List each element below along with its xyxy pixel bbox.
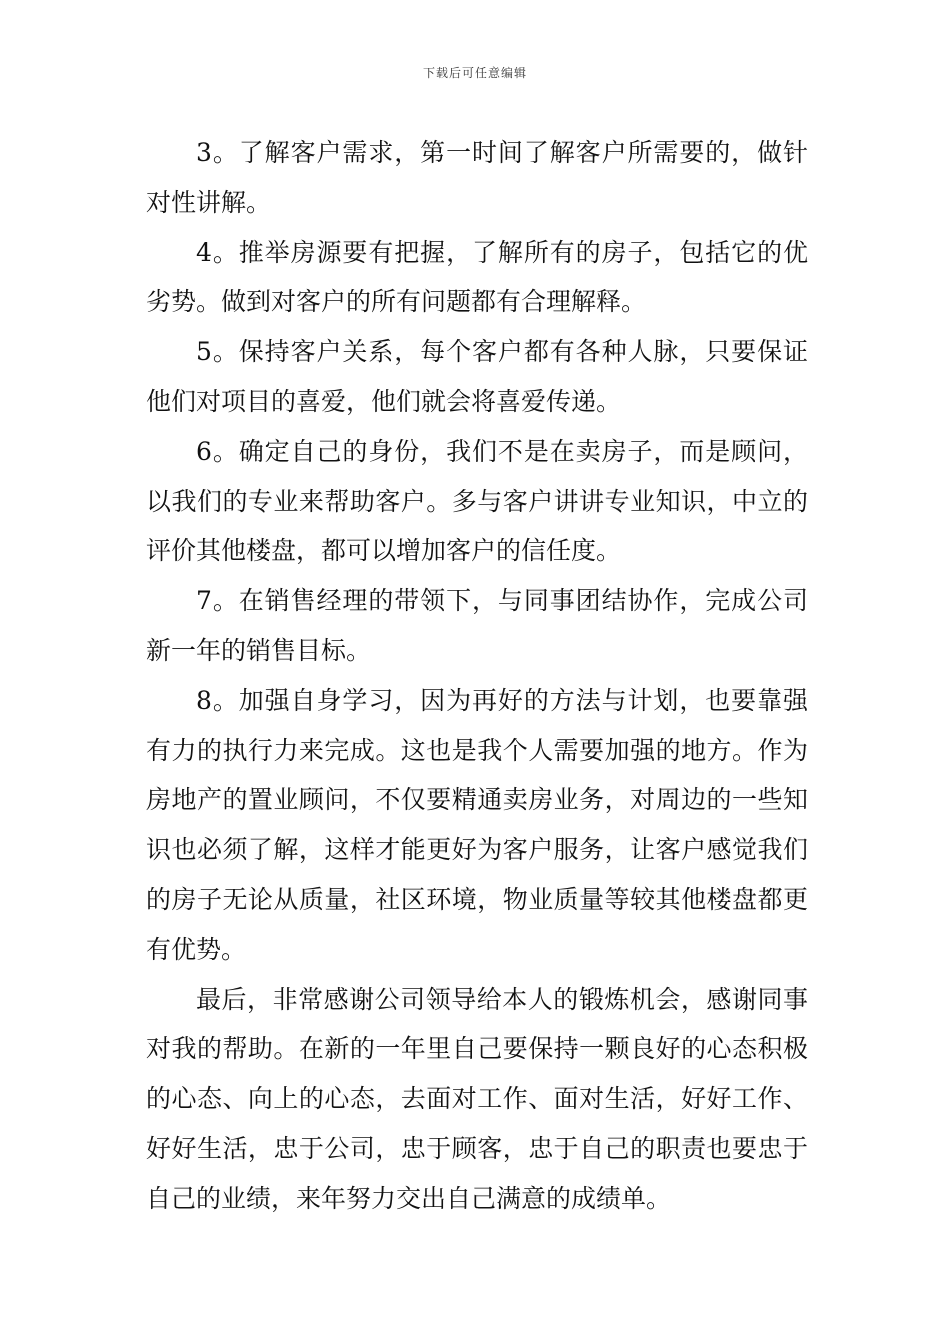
paragraph-item-8: 8。加强自身学习，因为再好的方法与计划，也要靠强有力的执行力来完成。这也是我个人需要加强的地方。作为房地产的置业顾问，不仅要精通卖房业务，对周边的一些知识也必须了解，这样才能更好为客户服务，让客户感觉我们的房子无论从质量，社区环境，物业质量等较其他楼盘都更有优势。: [146, 685, 808, 964]
document-body: [146, 128, 808, 1224]
paragraph-closing: 最后，非常感谢公司领导给本人的锻炼机会，感谢同事对我的帮助。在新的一年里自己要保持一颗良好的心态积极的心态、向上的心态，去面对工作、面对生活，好好工作、好好生活，忠于公司，忠于顾客，忠于自己的职责也要忠于自己的业绩，来年努力交出自己满意的成绩单。: [146, 984, 808, 1213]
paragraph-item-3: 3。了解客户需求，第一时间了解客户所需要的，做针对性讲解。: [146, 138, 808, 217]
page-header: 下载后可任意编辑: [422, 66, 527, 80]
paragraph-item-7: 7。在销售经理的带领下，与同事团结协作，完成公司新一年的销售目标。: [146, 586, 808, 665]
paragraph-item-5: 5。保持客户关系，每个客户都有各种人脉，只要保证他们对项目的喜爱，他们就会将喜爱传递。: [146, 337, 808, 416]
paragraph-item-6: 6。确定自己的身份，我们不是在卖房子，而是顾问，以我们的专业来帮助客户。多与客户讲讲专业知识，中立的评价其他楼盘，都可以增加客户的信任度。: [146, 436, 808, 566]
paragraph-item-4: 4。推举房源要有把握，了解所有的房子，包括它的优劣势。做到对客户的所有问题都有合理解释。: [146, 237, 808, 317]
